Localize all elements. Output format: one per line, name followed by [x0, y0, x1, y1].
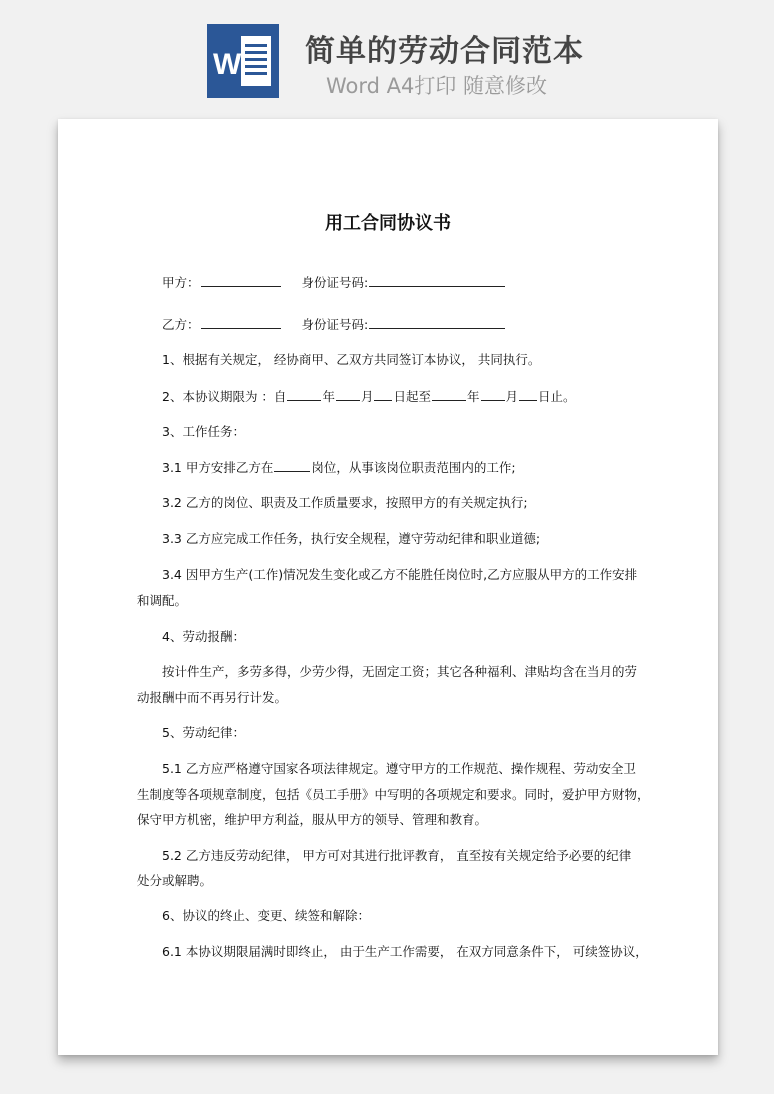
party-b-id-label: 身份证号码: — [301, 317, 369, 332]
clause-4-line-1: 按计件生产，多劳多得，少劳少得，无固定工资；其它各种福利、津贴均含在当月的劳 — [162, 664, 638, 679]
end-year-label: 年 — [466, 389, 480, 404]
party-a-id-blank[interactable] — [369, 274, 505, 287]
clause-3-1-prefix: 3.1 甲方安排乙方在 — [162, 460, 274, 475]
clause-6-title: 6、协议的终止、变更、续签和解除： — [162, 908, 370, 923]
clause-5-title: 5、劳动纪律： — [162, 725, 245, 740]
end-month-label: 月 — [505, 389, 519, 404]
start-day-blank[interactable] — [374, 388, 392, 401]
start-month-blank[interactable] — [336, 388, 360, 401]
party-a-line — [162, 274, 506, 291]
end-year-blank[interactable] — [432, 388, 466, 401]
clause-3-2: 3.2 乙方的岗位、职责及工作质量要求，按照甲方的有关规定执行; — [162, 495, 528, 510]
clause-6-1: 6.1 本协议期限届满时即终止， 由于生产工作需要， 在双方同意条件下， 可续签协议， — [162, 944, 648, 959]
clause-5-2-line-2: 处分或解聘。 — [137, 873, 213, 888]
document-page — [58, 119, 718, 1055]
clause-5-1-line-1: 5.1 乙方应严格遵守国家各项法律规定。遵守甲方的工作规范、操作规程、劳动安全卫 — [162, 761, 636, 776]
position-blank[interactable] — [274, 459, 310, 472]
start-day-label: 日起至 — [393, 389, 431, 404]
clause-3-1 — [162, 459, 516, 476]
start-year-label: 年 — [322, 389, 335, 404]
party-a-blank[interactable] — [201, 274, 281, 287]
party-b-blank[interactable] — [201, 316, 281, 329]
clause-5-1-line-3: 保守甲方机密，维护甲方利益，服从甲方的领导、管理和教育。 — [137, 812, 488, 827]
clause-3-title: 3、工作任务： — [162, 424, 245, 439]
party-b-line — [162, 316, 506, 333]
party-a-id-label: 身份证号码: — [301, 275, 369, 290]
end-day-blank[interactable] — [519, 388, 537, 401]
clause-4-line-2: 动报酬中而不再另行计发。 — [137, 690, 288, 705]
clause-5-1-line-2: 生制度等各项规章制度，包括《员工手册》中写明的各项规定和要求。同时，爱护甲方财物， — [137, 787, 650, 802]
end-month-blank[interactable] — [481, 388, 505, 401]
clause-3-1-suffix: 岗位，从事该岗位职责范围内的工作; — [311, 460, 516, 475]
document-title: 用工合同协议书 — [325, 213, 451, 234]
clause-3-3: 3.3 乙方应完成工作任务，执行安全规程，遵守劳动纪律和职业道德; — [162, 531, 541, 546]
clause-3-4-line-2: 和调配。 — [137, 593, 188, 608]
clause-1: 1、根据有关规定， 经协商甲、乙双方共同签订本协议， 共同执行。 — [162, 352, 541, 367]
clause-5-2-line-1: 5.2 乙方违反劳动纪律， 甲方可对其进行批评教育， 直至按有关规定给予必要的纪律 — [162, 848, 632, 863]
clause-4-title: 4、劳动报酬： — [162, 629, 245, 644]
party-a-label: 甲方： — [162, 275, 200, 290]
start-month-label: 月 — [360, 389, 374, 404]
word-icon-letter: W — [213, 48, 242, 81]
party-b-id-blank[interactable] — [369, 316, 505, 329]
header — [0, 0, 774, 110]
word-icon — [207, 24, 279, 98]
header-subtitle: Word A4打印 随意修改 — [326, 74, 548, 98]
header-title: 简单的劳动合同范本 — [305, 34, 584, 69]
clause-2-prefix: 2、本协议期限为 ：自 — [162, 389, 287, 404]
start-year-blank[interactable] — [287, 388, 321, 401]
end-day-label: 日止。 — [538, 389, 576, 404]
clause-3-4-line-1: 3.4 因甲方生产(工作)情况发生变化或乙方不能胜任岗位时,乙方应服从甲方的工作安排 — [162, 567, 638, 582]
clause-2 — [162, 388, 576, 405]
party-b-label: 乙方： — [162, 317, 200, 332]
